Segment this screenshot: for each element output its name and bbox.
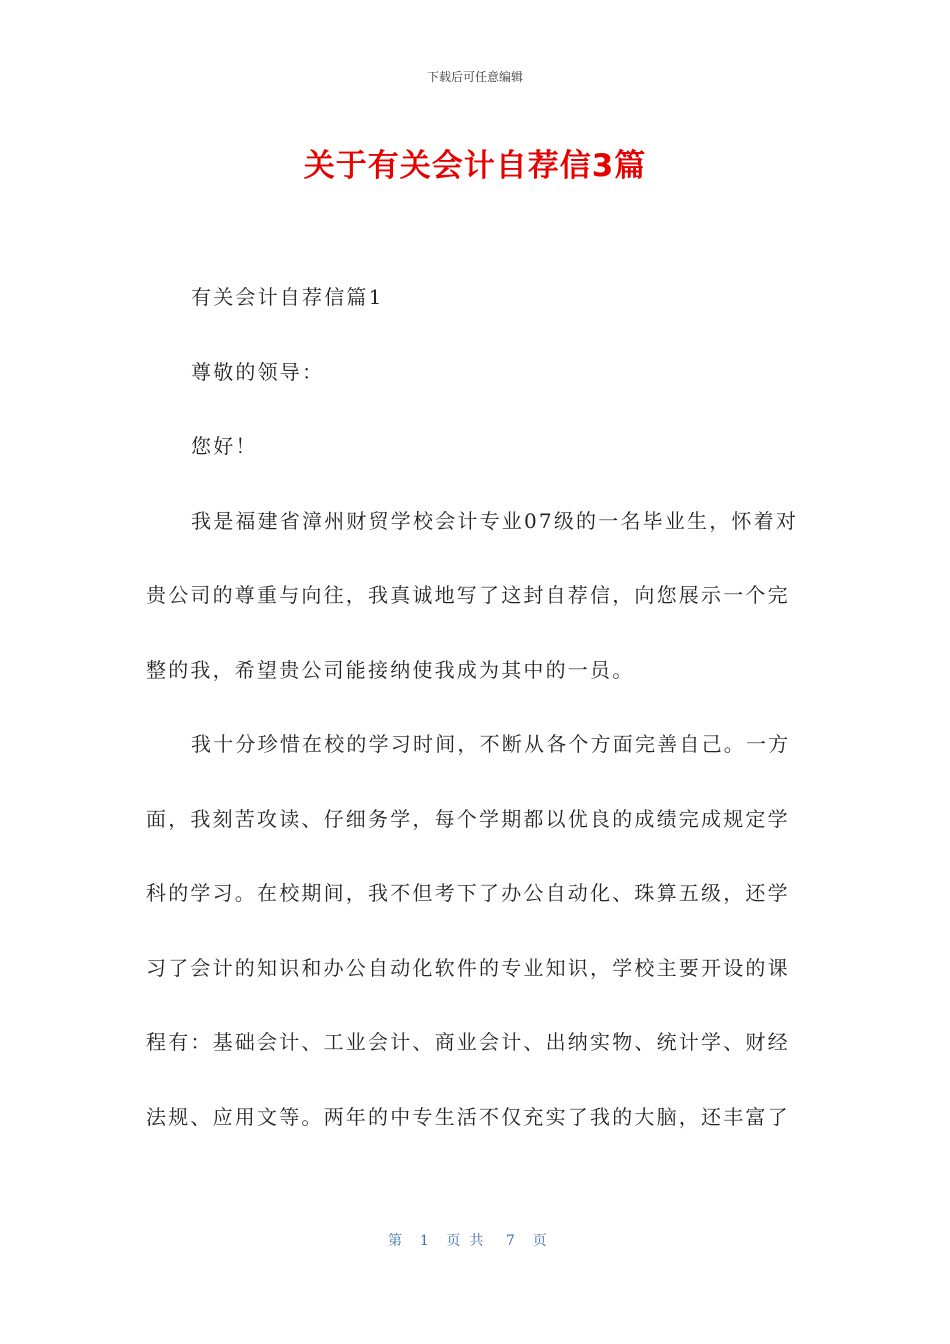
- header-note: 下载后可任意编辑: [426, 70, 523, 84]
- section-heading: 有关会计自荐信篇1: [191, 285, 384, 309]
- footer-page-suffix: 页: [532, 1233, 547, 1249]
- document-body: [146, 260, 806, 1154]
- footer-page-number: 1: [419, 1233, 429, 1249]
- body-paragraph: 我是福建省漳州财贸学校会计专业07级的一名毕业生，怀着对贵公司的尊重与向往，我真诚地写了这封自荐信，向您展示一个完整的我，希望贵公司能接纳使我成为其中的一员。: [146, 508, 799, 682]
- footer-page-label: 第: [388, 1233, 402, 1249]
- body-paragraph: 我十分珍惜在校的学习时间，不断从各个方面完善自己。一方面，我刻苦攻读、仔细务学，每个学期都以优良的成绩完成规定学科的学习。在校期间，我不但考下了办公自动化、珠算五级，还学习了会计的知识和办公自动化软件的专业知识，学校主要开设的课程有：基础会计、工业会计、商业会计、出纳实物、统计学、财经法规、应用文等。两年的中专生活不仅充实了我的大脑，还丰富了: [146, 732, 791, 1129]
- footer-page-of: 页共: [446, 1233, 493, 1249]
- greeting: 您好！: [191, 434, 258, 458]
- document-title: 关于有关会计自荐信3篇: [303, 148, 647, 184]
- salutation: 尊敬的领导：: [191, 359, 325, 384]
- footer-total-pages: 7: [505, 1233, 515, 1249]
- page-footer: [388, 1230, 547, 1250]
